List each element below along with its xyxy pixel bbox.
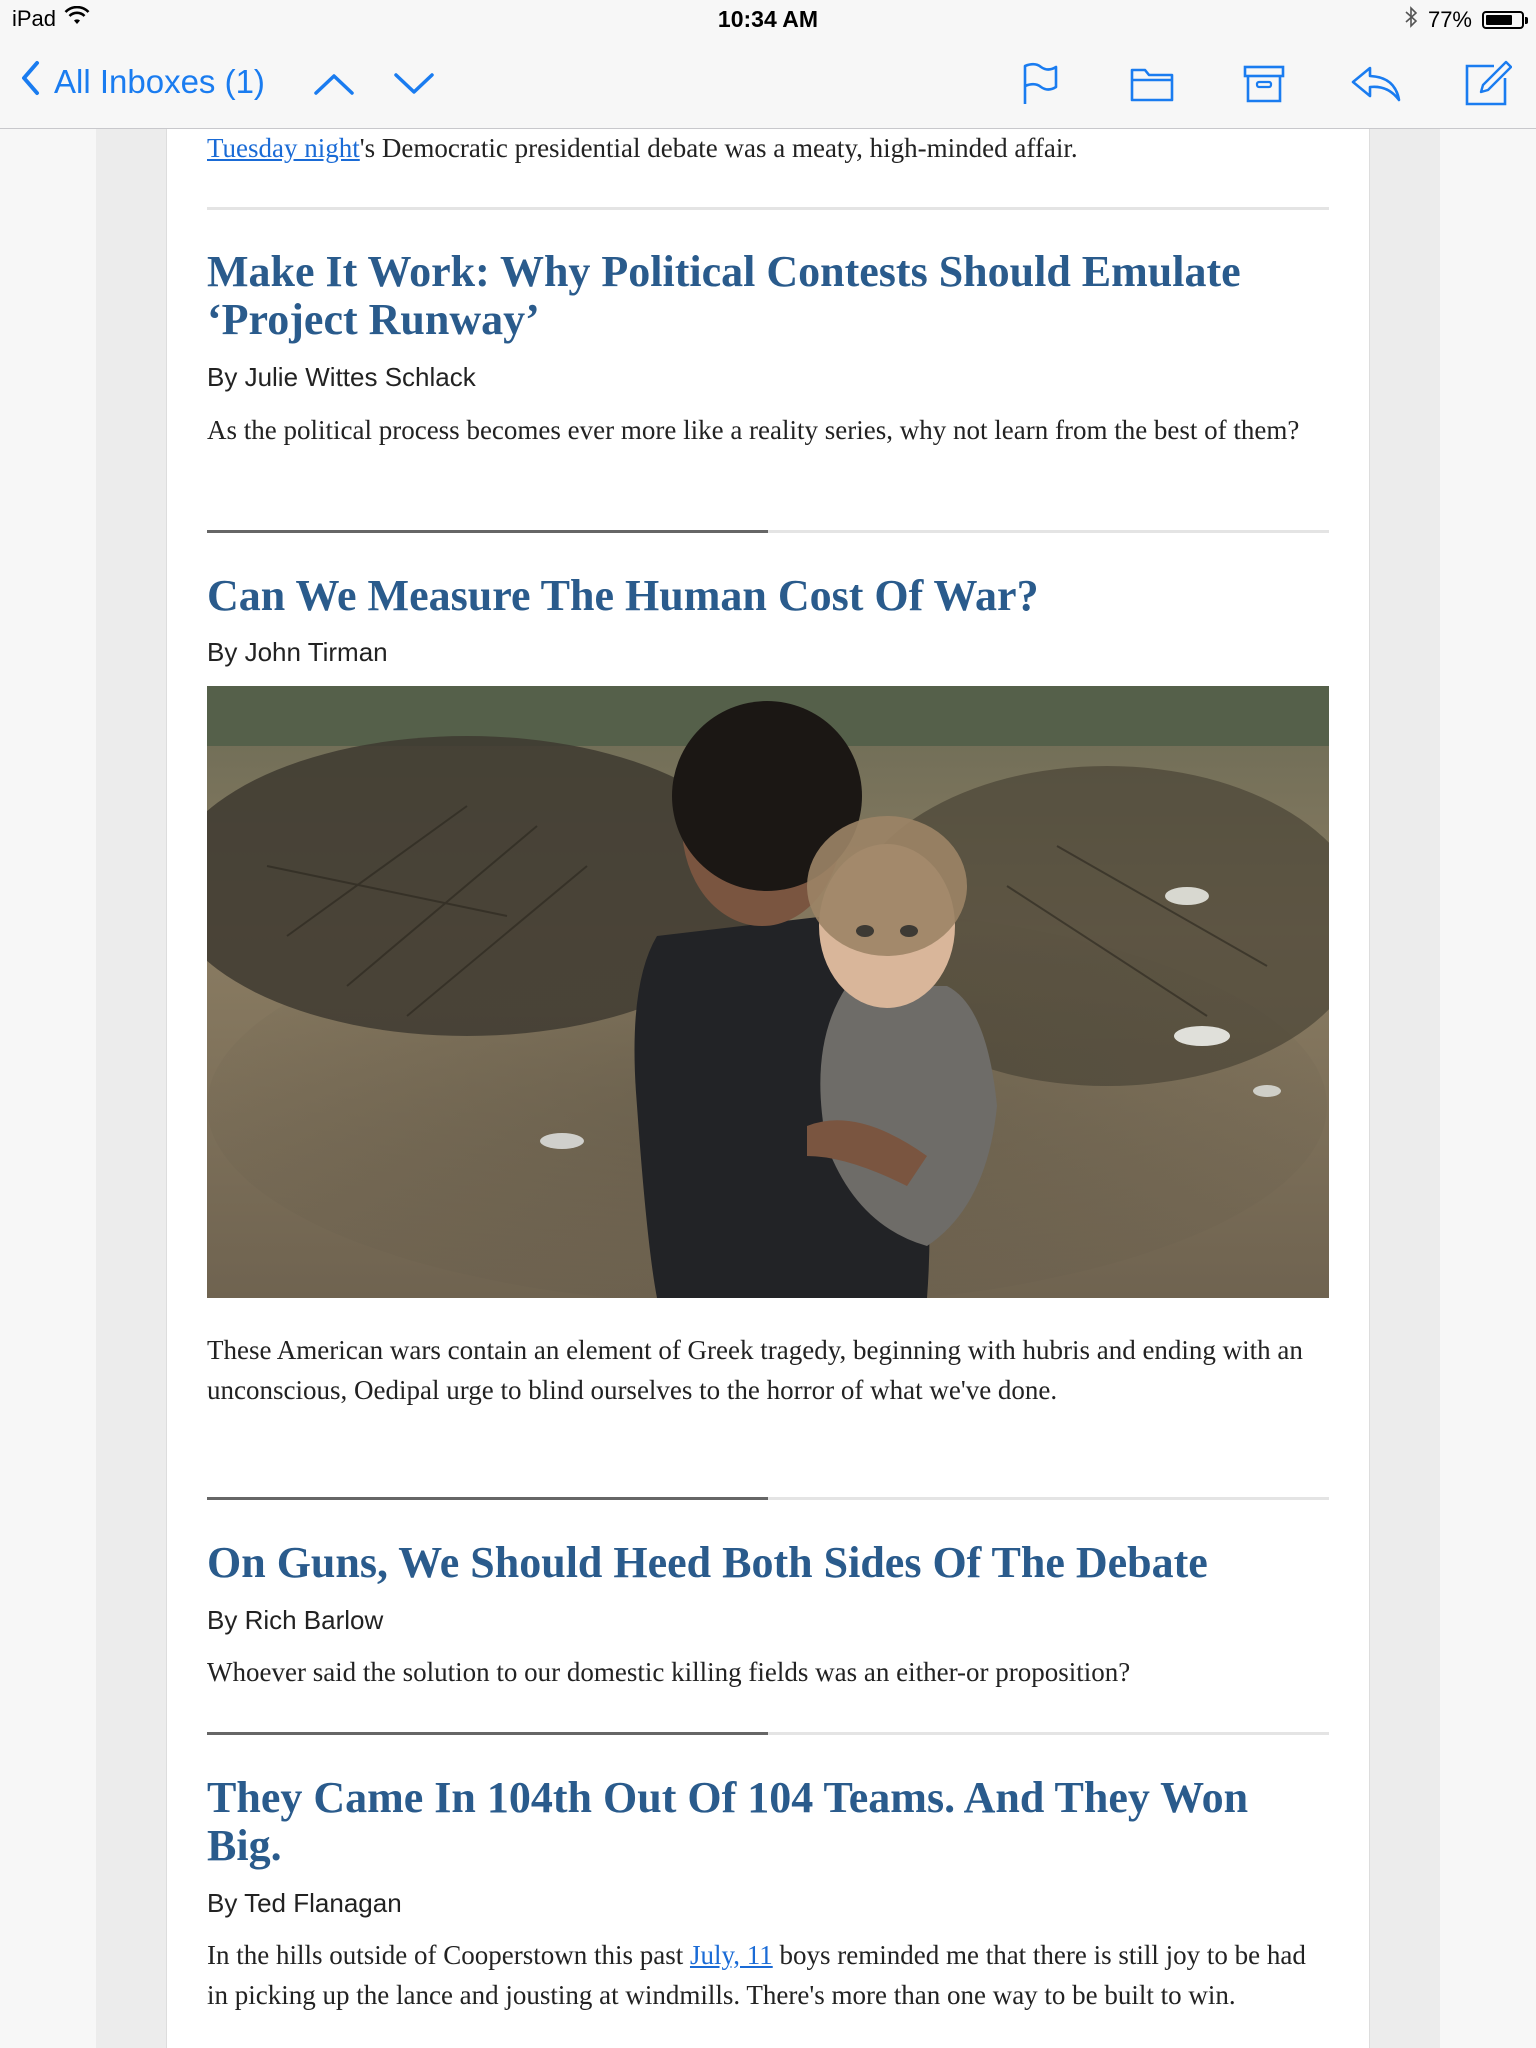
battery-fill [1486, 15, 1512, 25]
chevron-down-icon [393, 72, 435, 96]
article-byline: By Julie Wittes Schlack [207, 362, 476, 392]
divider-accent [207, 1497, 768, 1500]
article-title-link[interactable]: On Guns, We Should Heed Both Sides Of The Debate [207, 1538, 1208, 1587]
children-war-photo [207, 686, 1329, 1298]
folder-icon [1129, 65, 1175, 103]
chevron-up-icon [313, 72, 355, 96]
device-name: iPad [12, 6, 57, 31]
bluetooth-icon [1404, 6, 1418, 34]
article-description: These American wars contain an element of Greek tragedy, beginning with hubris and ending with an unconscious, Oedipal urge to blind ourselves to the horror of what we've done. [207, 1335, 1303, 1405]
article-description: Whoever said the solution to our domestic killing fields was an either-or proposition? [207, 1657, 1131, 1687]
back-button-label: All Inboxes (1) [54, 63, 265, 100]
mail-toolbar [0, 40, 1536, 129]
article-byline: By John Tirman [207, 637, 388, 667]
archive-icon [1243, 64, 1285, 104]
battery-nub [1525, 17, 1528, 24]
status-right [1404, 6, 1524, 34]
divider [207, 1732, 1329, 1735]
compose-icon [1464, 60, 1512, 108]
tuesday-night-link[interactable]: Tuesday night [207, 133, 360, 163]
flag-icon [1020, 62, 1060, 106]
previous-message-button[interactable] [312, 62, 356, 106]
status-time: 10:34 AM [717, 6, 819, 32]
article-title-link[interactable]: They Came In 104th Out Of 104 Teams. And They Won Big. [207, 1773, 1249, 1870]
article-description: As the political process becomes ever more like a reality series, why not learn from the best of them? [207, 415, 1300, 445]
article [207, 1774, 1329, 1870]
compose-button[interactable] [1460, 56, 1516, 112]
july-11-link[interactable]: July, 11 [689, 1940, 773, 1970]
article-description [207, 1935, 1329, 2015]
article-byline: By Ted Flanagan [207, 1888, 402, 1918]
divider [207, 207, 1329, 210]
article [207, 572, 1329, 620]
status-bar [0, 0, 1536, 40]
article-photo[interactable] [207, 686, 1329, 1298]
battery-percent: 77% [1427, 7, 1472, 32]
intro-rest: 's Democratic presidential debate was a meaty, high-minded affair. [359, 133, 1078, 163]
archive-button[interactable] [1236, 56, 1292, 112]
article-byline: By Rich Barlow [207, 1605, 384, 1635]
message-navigation [312, 62, 436, 106]
reply-button[interactable] [1348, 56, 1404, 112]
flag-button[interactable] [1012, 56, 1068, 112]
intro-text [207, 128, 1329, 168]
reply-icon [1350, 65, 1402, 103]
message-actions [1012, 56, 1516, 112]
article [207, 1539, 1329, 1587]
next-message-button[interactable] [392, 62, 436, 106]
back-to-inboxes-button[interactable] [20, 60, 265, 104]
battery-icon [1482, 11, 1524, 29]
article-title-link[interactable]: Make It Work: Why Political Contests Should Emulate ‘Project Runway’ [207, 247, 1241, 344]
article-title-link[interactable]: Can We Measure The Human Cost Of War? [207, 571, 1039, 620]
article [207, 248, 1329, 344]
description-text: In the hills outside of Cooperstown this past [207, 1940, 690, 1970]
move-to-folder-button[interactable] [1124, 56, 1180, 112]
divider [207, 530, 1329, 533]
divider-accent [207, 530, 768, 533]
description-text: boys reminded me that there is still joy to be had in picking up the lance and jousting at windmills. There's more than one way to be built to win. [207, 1940, 1306, 2010]
chevron-left-icon [20, 60, 40, 104]
divider-accent [207, 1732, 768, 1735]
divider [207, 1497, 1329, 1500]
